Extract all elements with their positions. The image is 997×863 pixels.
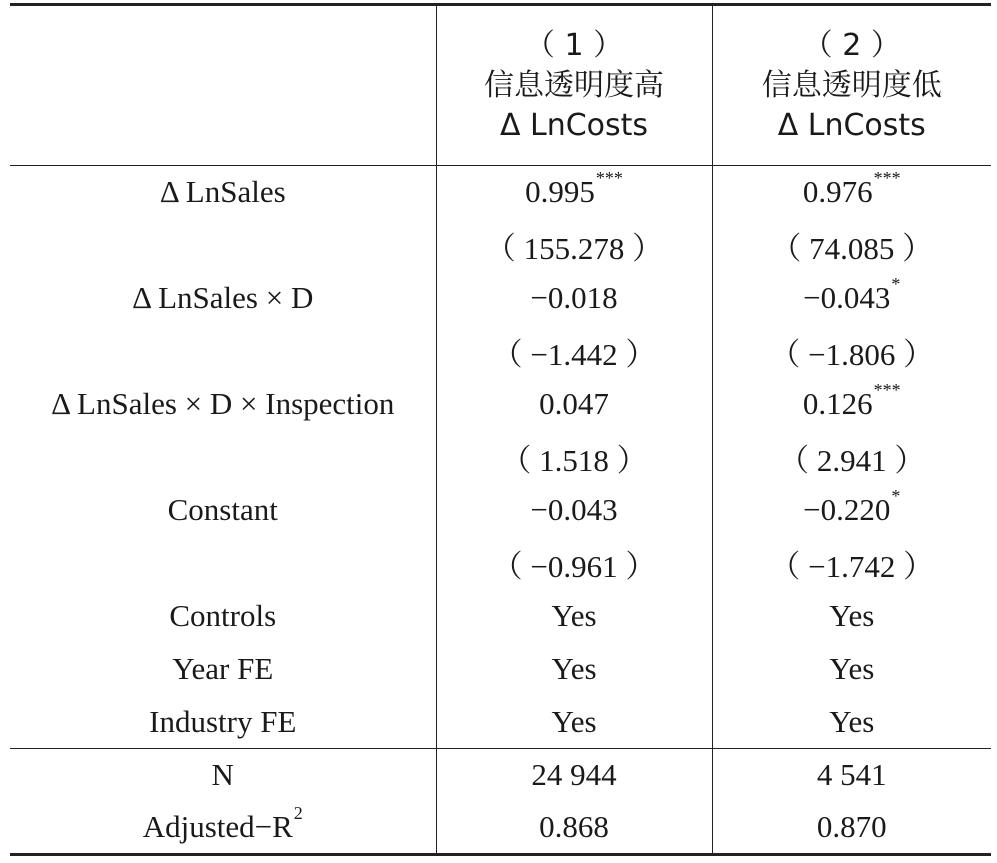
table-row	[10, 272, 991, 325]
row-label	[10, 431, 436, 484]
cell-column-2-value: （ 74.085 ）	[770, 230, 934, 266]
row-label	[10, 484, 436, 537]
cell-column-2	[712, 537, 991, 590]
row-label-superscript: 2	[293, 803, 303, 824]
cell-column-1	[436, 166, 712, 219]
cell-column-2	[712, 590, 991, 643]
cell-column-1-value: 0.868	[539, 809, 609, 845]
cell-column-2-value: Yes	[829, 598, 875, 633]
column-2-group: 信息透明度低	[761, 67, 942, 103]
row-label	[10, 325, 436, 378]
cell-column-2-value: Yes	[829, 651, 875, 686]
column-1-number: （ 1 ）	[524, 27, 624, 63]
cell-column-1	[436, 802, 712, 855]
cell-column-2-value: Yes	[829, 703, 875, 739]
header-row	[10, 5, 991, 166]
row-label	[10, 696, 436, 749]
cell-column-2-superscript: ***	[873, 380, 901, 400]
cell-column-2-value: −0.043	[803, 280, 891, 315]
cell-column-1-value: Yes	[551, 651, 597, 686]
cell-column-2-value: （ −1.742 ）	[769, 548, 935, 584]
cell-column-2-value: 0.126	[802, 386, 873, 421]
cell-column-2-value: −0.220	[803, 492, 891, 527]
cell-column-1-superscript: ***	[595, 168, 623, 189]
row-label	[10, 749, 436, 802]
row-label-value: Controls	[169, 598, 277, 633]
table-row	[10, 749, 991, 802]
cell-column-1-value: （ 1.518 ）	[500, 442, 648, 478]
cell-column-1	[436, 590, 712, 643]
cell-column-2-value: （ −1.806 ）	[769, 336, 935, 372]
row-label	[10, 378, 436, 431]
header-stub	[10, 5, 436, 166]
table-row	[10, 696, 991, 749]
cell-column-2-superscript: ***	[873, 168, 901, 189]
table-row	[10, 590, 991, 643]
cell-column-1	[436, 219, 712, 272]
cell-column-1-value: 0.995	[525, 174, 595, 210]
cell-column-1-value: （ 155.278 ）	[484, 230, 664, 266]
header-column-1	[436, 5, 712, 166]
regression-table	[10, 3, 991, 856]
cell-column-2	[712, 325, 991, 378]
cell-column-1-value: （ −0.961 ）	[491, 548, 657, 584]
cell-column-2-value: 0.976	[802, 174, 873, 210]
row-label-value: N	[211, 757, 234, 793]
row-label-value: Δ LnSales	[159, 174, 286, 210]
cell-column-2	[712, 272, 991, 325]
row-label-value: Δ LnSales × D	[132, 280, 314, 315]
row-label	[10, 643, 436, 696]
cell-column-1-value: −0.043	[530, 492, 618, 527]
cell-column-1-value: Yes	[551, 598, 597, 633]
row-label	[10, 590, 436, 643]
cell-column-1	[436, 537, 712, 590]
cell-column-2-superscript: *	[891, 486, 901, 506]
table-row	[10, 325, 991, 378]
cell-column-1	[436, 696, 712, 749]
cell-column-2	[712, 378, 991, 431]
column-2-number: （ 2 ）	[802, 27, 901, 63]
table-row	[10, 643, 991, 696]
header-column-2	[712, 5, 991, 166]
table-row	[10, 219, 991, 272]
cell-column-1	[436, 325, 712, 378]
cell-column-1-value: −0.018	[530, 280, 618, 315]
row-label	[10, 537, 436, 590]
table-row	[10, 802, 991, 855]
cell-column-1	[436, 431, 712, 484]
cell-column-2	[712, 643, 991, 696]
row-label-value: Constant	[167, 492, 278, 527]
table-row	[10, 166, 991, 219]
cell-column-1-value: 0.047	[539, 386, 609, 421]
row-label-value: Year FE	[172, 651, 274, 686]
cell-column-1	[436, 272, 712, 325]
cell-column-2	[712, 431, 991, 484]
table-body	[10, 166, 991, 855]
table-row	[10, 378, 991, 431]
table-header	[10, 5, 991, 166]
row-label	[10, 219, 436, 272]
table-row	[10, 537, 991, 590]
cell-column-1-value: 24 944	[531, 757, 617, 793]
cell-column-2-value: （ 2.941 ）	[778, 442, 926, 478]
cell-column-2	[712, 696, 991, 749]
row-label-value: Industry FE	[149, 703, 297, 739]
row-label	[10, 802, 436, 855]
cell-column-1	[436, 378, 712, 431]
row-label-value: Δ LnSales × D × Inspection	[51, 386, 395, 421]
column-1-dependent-variable: Δ LnCosts	[499, 107, 649, 143]
cell-column-2-superscript: *	[891, 274, 901, 294]
cell-column-1	[436, 643, 712, 696]
column-2-dependent-variable: Δ LnCosts	[777, 107, 926, 143]
cell-column-2	[712, 484, 991, 537]
table-row	[10, 484, 991, 537]
table-row	[10, 431, 991, 484]
row-label	[10, 272, 436, 325]
cell-column-2	[712, 219, 991, 272]
cell-column-2	[712, 166, 991, 219]
cell-column-2-value: 0.870	[816, 809, 887, 845]
row-label	[10, 166, 436, 219]
row-label-value: Adjusted−R	[142, 809, 293, 845]
cell-column-2-value: 4 541	[816, 757, 887, 793]
cell-column-1	[436, 484, 712, 537]
cell-column-1-value: （ −1.442 ）	[491, 336, 657, 372]
cell-column-2	[712, 802, 991, 855]
column-1-group: 信息透明度高	[484, 67, 664, 103]
cell-column-2	[712, 749, 991, 802]
cell-column-1	[436, 749, 712, 802]
cell-column-1-value: Yes	[551, 703, 597, 739]
